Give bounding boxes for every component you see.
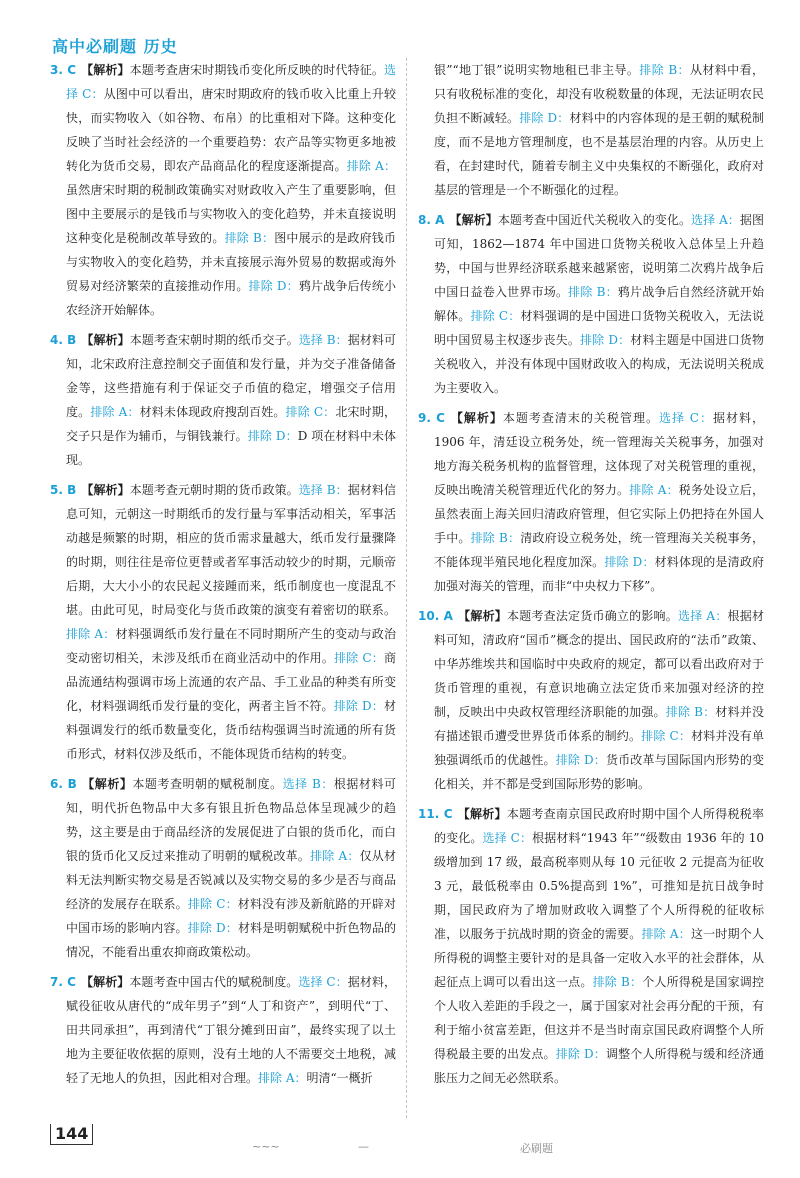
footer-mark-center: — bbox=[358, 1140, 369, 1153]
option-marker: 排除 D： bbox=[555, 1047, 606, 1061]
analysis-text: 从材料中看，只有收税标准的变化，却没有收税数量的体现，无法证明农民负担不断减轻。 bbox=[434, 63, 764, 125]
analysis-text: 这一时期个人所得税的调整主要针对的是具备一定收入水平的社会群体，从起征点上调可以看出这一点。 bbox=[434, 927, 764, 989]
analysis-text: 本题考查元朝时期的货币政策。 bbox=[129, 483, 299, 497]
option-marker: 排除 B： bbox=[568, 285, 618, 299]
option-marker: 排除 A： bbox=[641, 927, 691, 941]
analysis-text: 商品流通结构强调市场上流通的农产品、手工业品的种类有所变化，材料强调纸币发行量的变化，两者主旨不符。 bbox=[66, 651, 396, 713]
option-marker: 排除 D： bbox=[519, 111, 570, 125]
answer-entry bbox=[418, 208, 764, 400]
answer-number: 10. A bbox=[418, 609, 453, 623]
option-marker: 选择 A： bbox=[691, 213, 740, 227]
answer-number: 6. B bbox=[50, 777, 77, 791]
analysis-tag: 【解析】 bbox=[80, 975, 130, 989]
option-marker: 排除 A： bbox=[258, 1071, 307, 1085]
analysis-tag: 【解析】 bbox=[449, 213, 498, 227]
analysis-text: 本题考查唐宋时期钱币变化所反映的时代特征。 bbox=[129, 63, 384, 77]
analysis-text: 调整个人所得税与缓和经济通胀压力之间无必然联系。 bbox=[434, 1047, 764, 1085]
analysis-text: 据材料，1906 年，清廷设立税务处，统一管理海关关税事务，加强对地方海关税务机构的监督管理，这体现了对关税管理的重视，反映出晚清关税管理近代化的努力。 bbox=[434, 411, 764, 497]
analysis-text: 据材料，赋役征收从唐代的“成年男子”到“人丁和资产”，到明代“丁、田共同承担”，再到清代“丁银分摊到田亩”，最终实现了以土地为主要征收依据的原则，没有土地的人不需要交土地税，减轻了无地人的负担，因此相对合理。 bbox=[66, 975, 396, 1085]
option-marker: 选择 C： bbox=[482, 831, 533, 845]
analysis-text: 虽然唐宋时期的税制政策确实对财政收入产生了重要影响，但图中主要展示的是钱币与实物收入的变化趋势，并未直接说明这种变化是税制改革导致的。 bbox=[66, 183, 396, 245]
analysis-text: 材料主题是中国进口货物关税收入，并没有体现中国财政收入的构成，无法说明关税成为主要收入。 bbox=[434, 333, 764, 395]
analysis-text: 货币改革与国际国内形势的变化相关，并不都是受到国际形势的影响。 bbox=[434, 753, 764, 791]
footer-mark-right: 必刷题 bbox=[520, 1142, 553, 1155]
option-marker: 排除 A： bbox=[66, 627, 116, 641]
analysis-text: 材料是明朝赋税中折色物品的情况，不能看出重农抑商政策松动。 bbox=[66, 921, 396, 959]
analysis-text: 银”“地丁银”说明实物地租已非主导。 bbox=[434, 63, 640, 77]
answer-entry bbox=[50, 478, 396, 766]
analysis-text: 材料并没有单独强调纸币的优越性。 bbox=[434, 729, 764, 767]
analysis-text: 本题考查南京国民政府时期中国个人所得税税率的变化。 bbox=[434, 807, 764, 845]
analysis-text: 本题考查宋朝时期的纸币交子。 bbox=[129, 333, 299, 347]
analysis-text: 材料强调发行的纸币数量变化，货币结构强调当时流通的所有货币形式，材料仅涉及纸币，不能体现货币结构的转变。 bbox=[66, 699, 396, 761]
analysis-tag: 【解析】 bbox=[449, 411, 503, 425]
option-marker: 排除 A： bbox=[629, 483, 679, 497]
analysis-text: 材料未体现政府搜刮百姓。 bbox=[139, 405, 286, 419]
option-marker: 排除 A： bbox=[90, 405, 140, 419]
answer-entry bbox=[50, 328, 396, 472]
analysis-tag: 【解析】 bbox=[81, 483, 130, 497]
analysis-text: 根据材料“1943 年”“级数由 1936 年的 10 级增加到 17 级，最高税率则从每 10 元征收 2 元提高为征收 3 元，最低税率由 0.5%提高到 1%”，可推知是抗日战争时期，国民政府为了增加财政收入调整了个人所得税的征收标准，以服务于抗战时期的资金的需要。 bbox=[434, 831, 764, 941]
option-marker: 排除 B： bbox=[592, 975, 643, 989]
column-divider bbox=[406, 58, 407, 1118]
option-marker: 排除 D： bbox=[604, 555, 655, 569]
answer-number: 3. C bbox=[50, 63, 77, 77]
option-marker: 选择 C： bbox=[298, 975, 348, 989]
right-column bbox=[418, 58, 764, 1096]
option-marker: 排除 B： bbox=[665, 705, 716, 719]
analysis-text: 据图可知，1862—1874 年中国进口货物关税收入总体呈上升趋势，中国与世界经济联系越来越紧密，说明第二次鸦片战争后中国日益卷入世界市场。 bbox=[434, 213, 764, 299]
page-header-title: 高中必刷题 历史 bbox=[52, 37, 178, 56]
option-marker: 排除 D： bbox=[187, 921, 238, 935]
option-marker: 排除 C： bbox=[187, 897, 238, 911]
option-marker: 排除 D： bbox=[580, 333, 631, 347]
option-marker: 排除 C： bbox=[470, 309, 521, 323]
analysis-text: 材料中的内容体现的是王朝的赋税制度，而不是地方管理制度，也不是基层治理的内容。从历史上看，在封建时代，随着专制主义中央集权的不断强化，政府对基层的管理是一个不断强化的过程。 bbox=[434, 111, 764, 197]
analysis-text: 材料没有涉及新航路的开辟对中国市场的影响内容。 bbox=[66, 897, 396, 935]
analysis-text: 鸦片战争后传统小农经济开始解体。 bbox=[66, 279, 396, 317]
analysis-text: 北宋时期，交子只是作为辅币，与铜钱兼行。 bbox=[66, 405, 396, 443]
analysis-text: 根据材料可知，明代折色物品中大多有银且折色物品总体呈现减少的趋势，这主要是由于商品经济的发展促进了白银的货币化，而白银的货币化又反过来推动了明朝的赋税改革。 bbox=[66, 777, 396, 863]
answer-number: 7. C bbox=[50, 975, 76, 989]
analysis-text: 本题考查法定货币确立的影响。 bbox=[507, 609, 678, 623]
page-number: 144 bbox=[50, 1124, 93, 1145]
analysis-tag: 【解析】 bbox=[81, 63, 130, 77]
option-marker: 选择 C： bbox=[658, 411, 713, 425]
answer-number: 11. C bbox=[418, 807, 453, 821]
option-marker: 排除 A： bbox=[310, 849, 360, 863]
analysis-text: 从图中可以看出，唐宋时期政府的钱币收入比重上升较快，而实物收入（如谷物、布帛）的比重相对下降。这种变化反映了当时社会经济的一个重要趋势：农产品等实物更多地被转化为货币交易，即农产品商品化的程度逐渐提高。 bbox=[66, 87, 396, 173]
analysis-tag: 【解析】 bbox=[81, 777, 133, 791]
analysis-text: 材料并没有描述银币遭受世界货币体系的制约。 bbox=[434, 705, 764, 743]
analysis-text: 图中展示的是政府钱币与实物收入的变化趋势，并未直接展示海外贸易的数据或海外贸易对经济繁荣的直接推动作用。 bbox=[66, 231, 396, 293]
analysis-tag: 【解析】 bbox=[457, 609, 507, 623]
analysis-text: 据材料信息可知，元朝这一时期纸币的发行量与军事活动相关，军事活动越是频繁的时期，相应的货币需求量越大，纸币发行量骤降的时期，则往往是帝位更替或者军事活动较少的时期，元顺帝后期，大大小小的农民起义接踵而来，纸币制度也一度混乱不堪。由此可见，时局变化与货币政策的演变有着密切的联系。 bbox=[66, 483, 396, 617]
analysis-tag: 【解析】 bbox=[81, 333, 130, 347]
analysis-text: 鸦片战争后自然经济就开始解体。 bbox=[434, 285, 764, 323]
answer-entry bbox=[418, 604, 764, 796]
option-marker: 排除 B： bbox=[639, 63, 690, 77]
option-marker: 排除 C： bbox=[285, 405, 336, 419]
footer-mark-left: ~~~ bbox=[252, 1140, 280, 1153]
analysis-text: 本题考查中国古代的赋税制度。 bbox=[129, 975, 299, 989]
answer-entry bbox=[50, 58, 396, 322]
option-marker: 选择 B： bbox=[298, 333, 348, 347]
analysis-tag: 【解析】 bbox=[457, 807, 507, 821]
option-marker: 选择 A： bbox=[677, 609, 728, 623]
analysis-text: 据材料可知，北宋政府注意控制交子面值和发行量，并为交子准备储备金等，这些措施有利于保证交子币值的稳定，增强交子信用度。 bbox=[66, 333, 396, 419]
option-marker: 排除 A： bbox=[346, 159, 396, 173]
analysis-text: 本题考查清末的关税管理。 bbox=[502, 411, 659, 425]
left-column bbox=[50, 58, 396, 1096]
option-marker: 排除 D： bbox=[247, 429, 298, 443]
analysis-text: 税务处设立后，虽然表面上海关回归清政府管理，但它实际上仍把持在外国人手中。 bbox=[434, 483, 764, 545]
option-marker: 排除 D： bbox=[333, 699, 384, 713]
option-marker: 排除 D： bbox=[555, 753, 606, 767]
analysis-text: 根据材料可知，清政府“国币”概念的提出、国民政府的“法币”政策、中华苏维埃共和国临时中央政府的规定，都可以看出政府对于货币管理的重视，有意识地确立法定货币来加强对经济的控制，反映出中央政权管理经济职能的加强。 bbox=[434, 609, 764, 719]
analysis-text: 明清“一概折 bbox=[306, 1071, 373, 1085]
option-marker: 排除 C： bbox=[641, 729, 692, 743]
analysis-text: 本题考查中国近代关税收入的变化。 bbox=[497, 213, 692, 227]
answer-entry bbox=[418, 58, 764, 202]
analysis-text: 个人所得税是国家调控个人收入差距的手段之一，属于国家对社会再分配的干预，有利于缩小贫富差距，但这并不是当时南京国民政府调整个人所得税最主要的出发点。 bbox=[434, 975, 764, 1061]
analysis-text: 材料体现的是清政府加强对海关的管理，而非“中央权力下移”。 bbox=[434, 555, 764, 593]
option-marker: 选择 B： bbox=[282, 777, 334, 791]
answer-entry bbox=[418, 802, 764, 1090]
analysis-text: 仅从材料无法判断实物交易是否锐减以及实物交易的多少是否与商品经济的发展存在联系。 bbox=[66, 849, 396, 911]
answer-number: 4. B bbox=[50, 333, 77, 347]
option-marker: 排除 C： bbox=[334, 651, 384, 665]
analysis-text: 材料强调纸币发行量在不同时期所产生的变动与政治变动密切相关，未涉及纸币在商业活动中的作用。 bbox=[66, 627, 396, 665]
option-marker: 选择 B： bbox=[298, 483, 348, 497]
analysis-text: D 项在材料中未体现。 bbox=[66, 429, 396, 467]
analysis-text: 本题考查明朝的赋税制度。 bbox=[132, 777, 283, 791]
option-marker: 选择 C： bbox=[66, 63, 396, 101]
answer-entry bbox=[50, 970, 396, 1090]
analysis-text: 材料强调的是中国进口货物关税收入，无法说明中国贸易主权逐步丧失。 bbox=[434, 309, 764, 347]
answer-number: 8. A bbox=[418, 213, 445, 227]
answer-number: 5. B bbox=[50, 483, 77, 497]
answer-number: 9. C bbox=[418, 411, 445, 425]
answer-entry bbox=[418, 406, 764, 598]
analysis-text: 清政府设立税务处，统一管理海关关税事务，不能体现半殖民地化程度加深。 bbox=[434, 531, 764, 569]
option-marker: 排除 B： bbox=[470, 531, 521, 545]
answer-entry bbox=[50, 772, 396, 964]
option-marker: 排除 D： bbox=[248, 279, 299, 293]
option-marker: 排除 B： bbox=[224, 231, 275, 245]
